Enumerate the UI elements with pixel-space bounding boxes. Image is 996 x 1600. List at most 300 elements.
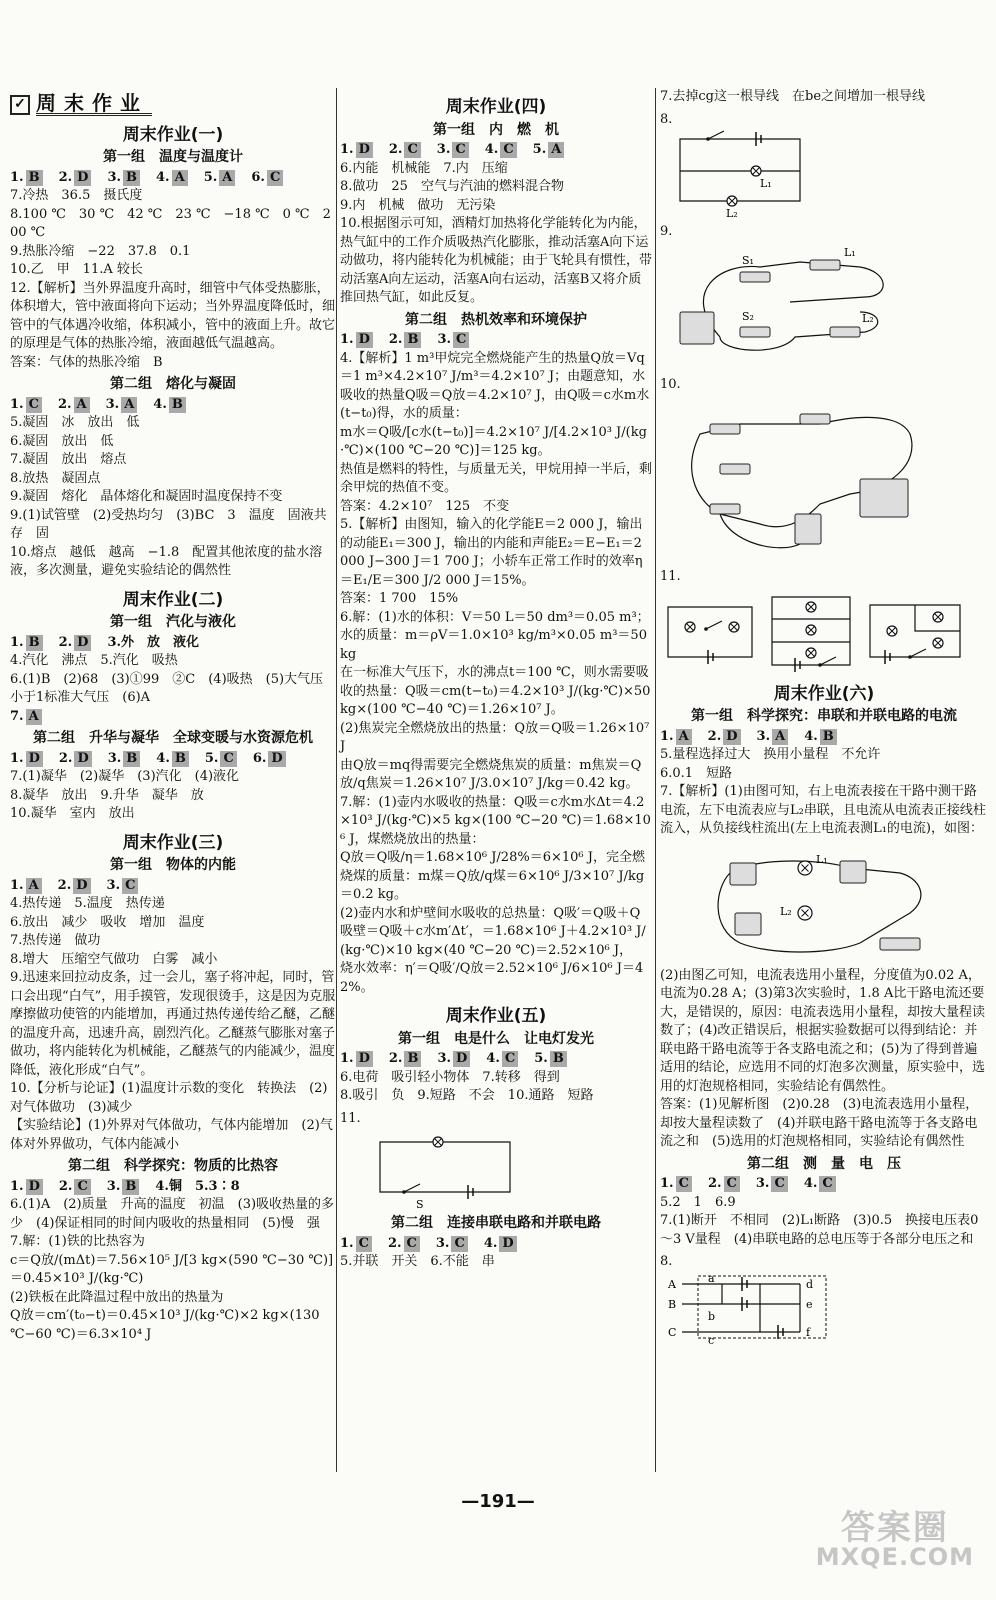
answer-option-badge: A	[26, 878, 42, 894]
choice-answer	[108, 750, 141, 769]
answer-line: 4.热传递 5.温度 热传递	[10, 896, 165, 911]
answer-line: 8.放热 凝固点	[10, 470, 101, 486]
answer-line: c＝Q放/(mΔt)＝7.56×10⁵ J/[3 kg×(590 ℃−30 ℃)]＝0.45×10³ J/(kg·℃)	[10, 1252, 334, 1286]
answer-option-badge: B	[26, 635, 43, 651]
group-title: 第二组 熔化与凝固	[110, 376, 236, 392]
figure-number: 9.	[660, 224, 673, 239]
choice-answer	[437, 331, 469, 350]
answer-option-badge: B	[123, 170, 140, 186]
choice-answer	[107, 877, 139, 896]
choice-answer	[486, 1050, 518, 1069]
choice-answer	[107, 169, 140, 188]
answer-line: 7.热传递 做功	[10, 933, 101, 948]
choice-answer	[10, 634, 43, 653]
choice-answer	[10, 169, 43, 188]
question-number: 2.	[58, 750, 73, 766]
choice-answer	[58, 396, 90, 415]
group-title: 第一组 物体的内能	[110, 857, 236, 873]
answer-option-badge: C	[502, 1051, 518, 1067]
node-label: c	[708, 1333, 715, 1347]
answer-line: (2)由图乙可知，电流表选用小量程，分度值为0.02 A，电流为0.28 A；(3)第3次实验时，1.8 A比干路电流还要大，是错误的，原因：电流表选用小量程，却按大量程读数了；(4)改正错误后，根据实验数据可以得到结论：并联电路干路电流等于各支路电流之和；(5)为了得到普遍适用的结论，应选用不同的灯泡多次测量，原实验中，选用的灯泡规格相同，实验结论有偶然性。	[660, 967, 986, 1094]
answer-line: (2)焦炭完全燃烧放出的热量：Q放＝Q吸＝1.26×10⁷ J	[340, 720, 654, 754]
answer-line: 6.电荷 吸引轻小物体 7.转移 得到	[340, 1069, 560, 1085]
answer-option-badge: B	[26, 170, 43, 186]
choice-answer	[155, 1178, 239, 1197]
answer-option-badge: C	[26, 397, 42, 413]
circuit-figure	[660, 568, 988, 675]
choice-answer	[485, 141, 517, 160]
question-number: 1.	[340, 332, 354, 347]
choice-answer-row	[340, 141, 652, 160]
choice-answer	[756, 1175, 788, 1194]
question-number: 2.	[387, 1235, 402, 1251]
section-title: 周末作业(六)	[773, 683, 875, 704]
answer-option-badge: A	[676, 729, 692, 745]
answer-option-badge: D	[356, 142, 373, 158]
section-title: 周末作业(五)	[445, 1006, 547, 1026]
question-number: 1.	[10, 750, 24, 766]
question-number: 3.	[437, 332, 452, 347]
left-column-body	[10, 126, 336, 1345]
question-number: 1.	[340, 142, 354, 157]
group-title: 第一组 科学探究：串联和并联电路的电流	[691, 708, 957, 724]
switch-lever	[820, 657, 836, 665]
answer-option-badge: C	[452, 142, 468, 158]
answer-line: 4.汽化 沸点 5.汽化 吸热	[10, 653, 178, 668]
answer-line: 6.(1)B (2)68 (3)①99 ②C (4)吸热 (5)大气压小于1标准大气压 (6)A	[10, 671, 324, 705]
answer-line: 8.凝华 放出 9.升华 凝华 放	[10, 787, 204, 803]
answer-line: 6.内能 机械能 7.内 压缩	[340, 160, 508, 176]
answer-line: 5.【解析】由图知，输入的化学能E＝2 000 J，输出的动能E₁＝300 J，输出的内能和声能E₂＝E−E₁＝2 000 J−300 J＝1 700 J；小轿车正常工作时的效率η＝E₁/E＝300 J/2 000 J＝15%。	[340, 517, 647, 588]
answer-line: 7.解：(1)壶内水吸收的热量：Q吸＝c水m水Δt＝4.2×10³ J/(kg·℃)×5 kg×(100 ℃−20 ℃)＝1.68×10⁶ J，煤燃烧放出的热量：	[340, 794, 651, 847]
choice-answer	[156, 750, 189, 769]
lamp-holder-icon	[720, 464, 750, 474]
choice-answer-row	[660, 728, 988, 747]
choice-answer	[107, 634, 199, 653]
answer-line: m水＝Q吸/[c水(t−t₀)]＝4.2×10⁷ J/[4.2×10³ J/(kg·℃)×(100 ℃−20 ℃)]＝125 kg。	[340, 424, 647, 458]
answer-option-badge: D	[74, 635, 91, 651]
choice-answer-row	[10, 877, 336, 896]
group-title: 第二组 测 量 电 压	[747, 1155, 901, 1172]
question-number: 3.	[755, 1176, 770, 1191]
question-number: 6.	[251, 169, 265, 185]
answer-line: 10.【分析与论证】(1)温度计示数的变化 转换法 (2)对气体做功 (3)减少	[10, 1081, 328, 1115]
switch-lever	[910, 649, 926, 657]
figure-number: 8.	[660, 111, 673, 127]
answer-option-badge: D	[723, 729, 740, 745]
answer-option-badge: B	[404, 1051, 421, 1067]
section-title: 周末作业(一)	[122, 124, 224, 145]
answer-line: Q放＝cm′(t₀−t)＝0.45×10³ J/(kg·℃)×2 kg×(130 ℃−60 ℃)＝6.3×10⁴ J	[10, 1308, 324, 1342]
choice-answer	[205, 750, 237, 769]
terminal-label: C	[668, 1325, 677, 1339]
column-divider-1	[336, 88, 337, 1472]
answer-line: 8.吸引 负 9.短路 不会 10.通路 短路	[340, 1088, 594, 1103]
answer-option-badge: C	[267, 170, 283, 186]
answer-option-badge: A	[121, 397, 137, 413]
answer-option-badge: A	[74, 397, 90, 413]
answer-option-badge: D	[74, 751, 91, 767]
watermark-line1: 答案圈	[840, 1508, 949, 1548]
wire	[703, 262, 883, 337]
watermark-line2: MXQE.COM	[815, 1543, 974, 1571]
choice-answer	[156, 169, 188, 188]
choice-answer	[59, 750, 92, 769]
lamp-label: L₂	[780, 904, 792, 918]
answer-option-badge: A	[548, 142, 564, 158]
choice-answer-row	[10, 750, 336, 769]
answer-option-badge: B	[820, 729, 837, 745]
switch-lever	[708, 131, 724, 139]
question-number: 7.	[10, 708, 24, 724]
answer-line: 12.【解析】当外界温度升高时，细管中气体受热膨胀，体积增大，管中液面将向下运动；当外界温度降低时，细管中的气体遇冷收缩，体积减小，管中的液面上升。故它的原理是气体的热胀冷缩，液面越低气温越高。	[10, 280, 336, 351]
ammeter-icon	[735, 913, 761, 935]
node-label: e	[806, 1297, 813, 1311]
circuit-diagram	[660, 843, 960, 963]
ammeter-icon	[840, 861, 866, 883]
question-number: 2.	[388, 1051, 403, 1066]
answer-line: (2)壶内水和炉壁间水吸收的总热量：Q吸′＝Q吸＋Q吸壁＝Q吸＋c水m′Δt′，＝1.68×10⁶ J＋4.2×10³ J/(kg·℃)×10 kg×(40 ℃−20 ℃)＝2.52×10⁶ J，	[340, 905, 646, 958]
question-number: 1.	[660, 728, 674, 744]
battery-box-icon	[680, 312, 714, 344]
answer-line: 9.(1)试管壁 (2)受热均匀 (3)BC 3 温度 固液共存 固	[10, 507, 327, 541]
question-number: 3.	[437, 1051, 452, 1066]
choice-answer	[340, 331, 373, 350]
answer-option-badge: A	[219, 170, 235, 186]
figure-number: 11.	[340, 1110, 361, 1126]
circuit-figure	[660, 111, 988, 220]
choice-answer	[388, 1235, 420, 1254]
node-label: a	[708, 1271, 715, 1285]
choice-answer-row	[340, 1050, 652, 1069]
question-number: 1.	[340, 1235, 354, 1251]
question-number: 4.	[486, 1051, 500, 1066]
answer-line: 7.凝固 放出 熔点	[10, 452, 127, 467]
choice-answer	[389, 1050, 422, 1069]
answer-option-badge: B	[122, 1179, 139, 1195]
question-number: 3.外 放 液化	[107, 634, 200, 650]
question-number: 2.	[388, 332, 403, 347]
answer-line: 热值是燃料的特性，与质量无关，甲烷用掉一半后，剩余甲烷的热值不变。	[340, 461, 653, 495]
choice-answer	[708, 728, 741, 747]
group-title: 第一组 汽化与液化	[110, 614, 236, 630]
answer-option-badge: C	[356, 1236, 372, 1252]
group-title: 第一组 温度与温度计	[103, 149, 243, 165]
wire	[722, 1284, 800, 1332]
choice-answer-row	[660, 1175, 988, 1194]
node-label: d	[806, 1277, 814, 1291]
answer-option-badge: C	[220, 751, 236, 767]
answer-line: 5.量程选择过大 换用小量程 不允许	[660, 747, 881, 762]
wire	[870, 605, 960, 657]
choice-answer-row	[340, 331, 652, 350]
answer-line: 6.放出 减少 吸收 增加 温度	[10, 914, 205, 930]
switch-lever	[404, 1184, 420, 1192]
choice-answer	[340, 1050, 373, 1069]
node-label: b	[708, 1309, 716, 1323]
answer-option-badge: D	[356, 332, 373, 348]
answer-line: 10.乙 甲 11.A 较长	[10, 262, 143, 277]
question-number: 2.	[707, 728, 722, 744]
choice-answer	[340, 1235, 372, 1254]
column-divider-2	[655, 88, 656, 1472]
circuit-figure	[660, 376, 988, 565]
lamp-holder-l2-icon	[830, 327, 860, 337]
battery-icon	[880, 938, 920, 950]
lamp-label: L₁	[816, 852, 828, 866]
question-number: 3.	[435, 1235, 450, 1251]
question-number: 5.	[203, 169, 218, 185]
answer-line: 7.【解析】(1)由图可知，右上电流表接在干路中测干路电流，左下电流表应与L₂串联，且电流从电流表正接线柱流入，从负接线柱流出(左上电流表测L₁的电流)，如图：	[660, 784, 986, 836]
answer-option-badge: B	[550, 1051, 567, 1067]
question-number: 4.	[156, 750, 170, 766]
lamp-holder-l1-icon	[810, 260, 840, 270]
choice-answer	[10, 877, 42, 896]
group-title: 第一组 内 燃 机	[433, 121, 559, 138]
question-number: 4.	[804, 728, 818, 744]
section-banner	[10, 91, 336, 116]
choice-answer	[59, 634, 92, 653]
answer-line: 7.(1)凝华 (2)凝华 (3)汽化 (4)液化	[10, 769, 240, 784]
answer-option-badge: C	[500, 142, 516, 158]
answer-option-badge: D	[74, 170, 91, 186]
lamp-label: L₂	[862, 311, 874, 325]
answer-option-badge: B	[123, 751, 140, 767]
right-column-body	[660, 88, 988, 1348]
group-title: 第二组 科学探究：物质的比热容	[68, 1158, 278, 1174]
wire	[682, 1284, 800, 1332]
circuit-diagram	[660, 587, 970, 675]
answer-line: 在一标准大气压下，水的沸点t＝100 ℃，则水需要吸收的热量：Q吸＝cm(t−t₀)＝4.2×10³ J/(kg·℃)×50 kg×(100 ℃−40 ℃)＝1.26×10⁷ J。	[340, 665, 655, 717]
node-label: f	[806, 1325, 811, 1339]
choice-answer-row	[340, 1235, 652, 1254]
question-number: 1.	[10, 396, 24, 412]
choice-answer	[10, 1178, 43, 1197]
choice-answer	[59, 1178, 91, 1197]
answer-line: (2)铁板在此降温过程中放出的热量为	[10, 1289, 224, 1305]
answer-line: 答案：1 700 15%	[340, 591, 459, 606]
answer-option-badge: D	[356, 1051, 373, 1067]
choice-answer	[10, 750, 43, 769]
question-number: 4.	[483, 1235, 498, 1251]
answer-option-badge: D	[453, 1051, 470, 1067]
answer-line: 【实验结论】(1)外界对气体做功，气体内能增加 (2)气体对外界做功，气体内能减小	[10, 1118, 333, 1152]
choice-answer	[107, 1178, 140, 1197]
circuit-figure	[340, 1110, 652, 1211]
answer-line: 7.去掉cg这一根导线 在be之间增加一根导线	[660, 89, 926, 104]
group-title: 第二组 热机效率和环境保护	[405, 311, 587, 328]
circuit-diagram	[660, 129, 920, 219]
choice-answer	[58, 877, 91, 896]
question-number: 5.	[534, 1051, 548, 1066]
choice-answer	[804, 728, 837, 747]
answer-line: 6.(1)A (2)质量 升高的温度 初温 (3)吸收热量的多少 (4)保证相同的时间内吸收的热量相同 (5)慢 强	[10, 1197, 335, 1231]
middle-column	[340, 88, 655, 1272]
question-number: 1.	[10, 169, 24, 185]
choice-answer	[437, 1050, 470, 1069]
answer-option-badge: D	[73, 878, 90, 894]
answer-line: 答案：4.2×10⁷ 125 不变	[340, 498, 510, 514]
choice-answer	[389, 331, 422, 350]
switch-s2-icon	[740, 327, 770, 337]
choice-answer-row	[10, 1178, 336, 1197]
section-title: 周末作业(四)	[445, 97, 547, 117]
answer-line: 6.0.1 短路	[660, 765, 733, 781]
choice-answer	[708, 1175, 740, 1194]
answer-line: 5.并联 开关 6.不能 串	[340, 1254, 495, 1269]
answer-option-badge: C	[122, 878, 138, 894]
answer-option-badge: C	[74, 1179, 90, 1195]
question-number: 1.	[10, 877, 24, 893]
middle-column-body	[340, 97, 655, 1272]
choice-answer	[10, 396, 42, 415]
choice-answer	[389, 141, 421, 160]
question-number: 3.	[107, 750, 122, 766]
choice-answer	[484, 1235, 517, 1254]
switch-label: S	[416, 1198, 424, 1211]
choice-answer	[437, 141, 469, 160]
answer-line: 7.解：(1)铁的比热容为	[10, 1234, 145, 1249]
terminal-label: B	[668, 1297, 677, 1311]
choice-answer	[59, 169, 92, 188]
choice-answer-row	[10, 396, 336, 415]
answer-line: 9.迅速来回拉动皮条，过一会儿，塞子将冲起，同时，管口会出现“白气”，用手摸管，发现很烫手，这是因为克服摩擦做功使管的内能增加，再通过热传递传给乙醚，乙醚的温度升高，迅速升高，剧烈汽化。乙醚蒸气膨胀对塞子做功，将内能转化为机械能，乙醚蒸气的内能减少，温度降低，液化形成“白气”。	[10, 970, 336, 1078]
question-number: 4.	[153, 396, 167, 412]
circuit-diagram	[340, 1128, 620, 1210]
question-number: 1.	[340, 1051, 354, 1066]
answer-option-badge: A	[26, 709, 42, 725]
question-number: 2.	[388, 142, 403, 157]
answer-line: 10.凝华 室内 放出	[10, 806, 135, 821]
question-number: 5.	[532, 142, 547, 157]
answer-line: 9.内 机械 做功 无污染	[340, 197, 496, 213]
circuit-diagram	[660, 1272, 900, 1348]
answer-option-badge: C	[453, 332, 469, 348]
answer-line: 5.2 1 6.9	[660, 1194, 736, 1210]
answer-option-badge: C	[819, 1176, 835, 1192]
answer-line: 10.熔点 越低 越高 −1.8 配置其他浓度的盐水溶液，多次测量，避免实验结论的偶然性	[10, 544, 323, 578]
question-number: 2.	[57, 877, 72, 893]
answer-line: 8.100 ℃ 30 ℃ 42 ℃ 23 ℃ −18 ℃ 0 ℃ 200 ℃	[10, 206, 331, 240]
circuit-figure	[660, 223, 988, 372]
answer-option-badge: C	[404, 142, 420, 158]
figure-number: 11.	[660, 569, 681, 584]
question-number: 3.	[436, 142, 451, 157]
wire	[380, 1142, 510, 1192]
wire	[680, 139, 800, 201]
choice-answer	[251, 169, 283, 188]
choice-answer	[10, 708, 42, 727]
choice-answer	[534, 1050, 567, 1069]
answer-option-badge: D	[499, 1236, 516, 1252]
switch-icon	[710, 504, 740, 514]
choice-answer	[660, 728, 692, 747]
answer-option-badge: D	[26, 751, 43, 767]
checkbox-icon: ✓	[10, 95, 30, 115]
question-number: 4.	[484, 142, 499, 157]
answer-option-badge: B	[172, 751, 189, 767]
section-title: 周末作业(二)	[122, 589, 224, 610]
answer-option-badge: B	[169, 397, 186, 413]
question-number: 3.	[107, 169, 122, 185]
circuit-diagram	[660, 394, 960, 564]
meter-icon	[795, 514, 821, 544]
answer-option-badge: D	[26, 1179, 43, 1195]
answer-option-badge: D	[268, 751, 285, 767]
question-number: 2.	[57, 396, 72, 412]
circuit-diagram	[660, 242, 960, 372]
choice-answer-row	[10, 634, 336, 653]
question-number: 1.	[660, 1176, 674, 1191]
watermark-logo	[815, 1508, 974, 1571]
terminal-label: A	[668, 1277, 676, 1291]
question-number: 4.	[156, 169, 170, 185]
left-column	[10, 88, 336, 1344]
lamp-holder-icon	[800, 414, 830, 424]
switch-label: S₁	[742, 253, 754, 267]
choice-answer	[533, 141, 565, 160]
choice-answer	[253, 750, 286, 769]
choice-answer-row	[10, 169, 336, 188]
answer-line: Q放＝Q吸/η＝1.68×10⁶ J/28%＝6×10⁶ J，完全燃烧煤的质量：m煤＝Q放/q煤＝6×10⁶ J/3×10⁷ J/kg＝0.2 kg。	[340, 850, 645, 902]
question-number: 1.	[10, 634, 24, 650]
figure-number: 10.	[660, 376, 681, 392]
answer-line: 烧水效率：η′＝Q吸′/Q放＝2.52×10⁶ J/6×10⁶ J＝42%。	[340, 961, 644, 995]
answer-option-badge: C	[724, 1176, 740, 1192]
answer-line: 答案：气体的热胀冷缩 B	[10, 354, 163, 370]
choice-answer	[804, 1175, 836, 1194]
answer-option-badge: C	[676, 1176, 692, 1192]
choice-answer	[757, 728, 789, 747]
choice-answer	[340, 141, 373, 160]
right-column	[660, 88, 988, 1352]
switch-lever	[706, 621, 722, 629]
question-number: 2.	[58, 634, 73, 650]
question-number: 3.	[756, 728, 771, 744]
question-number: 2.	[58, 169, 73, 185]
choice-answer	[660, 1175, 692, 1194]
answer-line: 由Q放＝mq得需要完全燃烧焦炭的质量：m焦炭＝Q放/q焦炭＝1.26×10⁷ J/3.0×10⁷ J/kg＝0.42 kg。	[340, 757, 642, 791]
answer-option-badge: B	[404, 332, 421, 348]
answer-option-badge: C	[451, 1236, 467, 1252]
battery-box-icon	[860, 479, 908, 517]
ammeter-icon	[730, 863, 756, 885]
circuit-figure	[660, 843, 988, 963]
answer-line: 5.凝固 冰 放出 低	[10, 415, 140, 430]
section-title: 周末作业(三)	[122, 832, 224, 853]
choice-answer	[204, 169, 236, 188]
answer-line: 7.(1)断开 不相同 (2)L₁断路 (3)0.5 换接电压表0～3 V量程 (4)串联电路的总电压等于各部分电压之和	[660, 1213, 979, 1247]
answer-line: 答案：(1)见解析图 (2)0.28 (3)电流表选用小量程，却按大量程读数了 (4)并联电路干路电流等于各支路电流之和 (5)选用的灯泡规格相同，实验结论有偶然性	[660, 1097, 979, 1149]
group-title: 第一组 电是什么 让电灯发光	[398, 1030, 594, 1047]
answer-line: 9.凝固 熔化 晶体熔化和凝固时温度保持不变	[10, 489, 283, 504]
question-number: 4.	[803, 1176, 818, 1191]
question-number: 1.	[10, 1178, 24, 1194]
wire	[720, 514, 800, 548]
lamp-label: L₂	[726, 207, 738, 220]
answer-line: 6.解：(1)水的体积：V＝50 L＝50 dm³＝0.05 m³；水的质量：m＝ρV＝1.0×10³ kg/m³×0.05 m³＝50 kg	[340, 609, 652, 662]
question-number: 3.	[106, 1178, 121, 1194]
answer-line: 6.凝固 放出 低	[10, 433, 114, 449]
question-number: 2.	[58, 1178, 73, 1194]
choice-answer	[436, 1235, 468, 1254]
answer-line: 4.【解析】1 m³甲烷完全燃烧能产生的热量Q放＝Vq＝1 m³×4.2×10⁷ J/m³＝4.2×10⁷ J；由题意知，水吸收的热量Q吸＝Q放＝4.2×10⁷ J，由Q吸＝c水m水(t−t₀)得，水的质量：	[340, 350, 650, 421]
answer-line: 8.做功 25 空气与汽油的燃料混合物	[340, 179, 564, 194]
question-number: 5.	[204, 750, 219, 766]
group-title: 第二组 连接串联电路和并联电路	[391, 1215, 601, 1231]
answer-line: 8.增大 压缩空气做功 白雾 减小	[10, 951, 218, 967]
choice-answer-row	[10, 708, 336, 727]
